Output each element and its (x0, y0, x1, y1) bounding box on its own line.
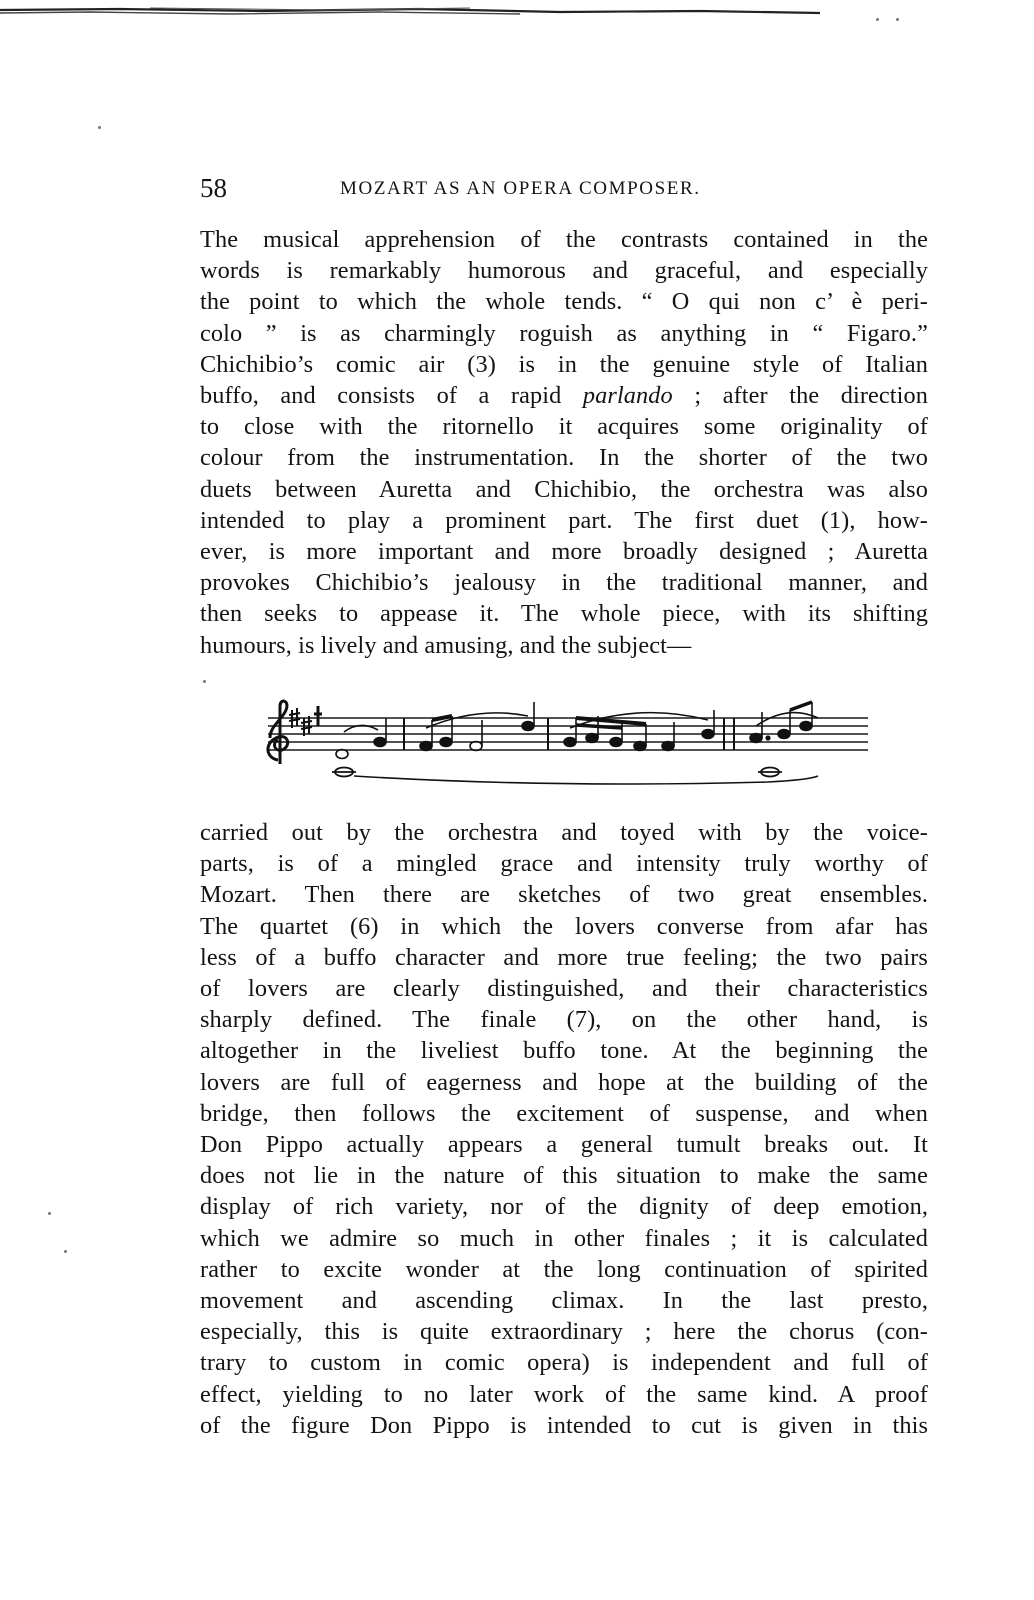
text-line: does not lie in the nature of this situation to make the same (200, 1162, 928, 1190)
text-line: sharply defined. The finale (7), on the other hand, is (200, 1006, 928, 1034)
text-line: effect, yielding to no later work of the same kind. A proof (200, 1380, 928, 1408)
page-header (200, 172, 928, 204)
text-line: display of rich variety, nor of the dignity of deep emotion, (200, 1193, 928, 1221)
text-line: then seeks to appease it. The whole piece, with its shifting (200, 600, 928, 628)
text-line: of the figure Don Pippo is intended to cut is given in this (200, 1411, 928, 1439)
text-line: colour from the instrumentation. In the shorter of the two (200, 444, 928, 472)
running-title: MOZART AS AN OPERA COMPOSER. (340, 178, 701, 199)
scan-speck (896, 18, 899, 21)
scan-edge-artifact (0, 6, 820, 16)
text-line: to close with the ritornello it acquires some originality of (200, 413, 928, 441)
text-line: especially, this is quite extraordinary ; here the chorus (con- (200, 1318, 928, 1346)
paragraph-2 (200, 817, 928, 1441)
bass-notes (332, 768, 782, 777)
text-line: less of a buffo character and more true feeling; the two pairs (200, 943, 928, 971)
text-line-with-italic (200, 380, 928, 411)
slurs (344, 713, 818, 784)
text-line: which we admire so much in other finales ; it is calculated (200, 1224, 928, 1252)
page-number: 58 (200, 173, 227, 203)
text-line: ever, is more important and more broadly designed ; Auretta (200, 538, 928, 566)
music-example (248, 688, 888, 798)
text-line: the point to which the whole tends. “ O qui non c’ è peri- (200, 288, 928, 316)
treble-clef-icon (268, 701, 288, 764)
text-line: carried out by the orchestra and toyed with by the voice- (200, 819, 928, 846)
scan-speck (98, 126, 101, 129)
text-line: humours, is lively and amusing, and the subject— (200, 631, 692, 659)
text-line: lovers are full of eagerness and hope at the building of the (200, 1068, 928, 1096)
scan-speck (876, 18, 879, 21)
time-signature (314, 706, 322, 726)
text-line: colo ” is as charmingly roguish as anything in “ Figaro.” (200, 319, 928, 347)
paragraph-1 (200, 224, 928, 661)
text-line: altogether in the liveliest buffo tone. At the beginning the (200, 1037, 928, 1065)
scan-speck (64, 1250, 67, 1253)
text-line: of lovers are clearly distinguished, and their characteristics (200, 975, 928, 1003)
text-line: The quartet (6) in which the lovers converse from afar has (200, 912, 928, 940)
text-line: movement and ascending climax. In the last presto, (200, 1287, 928, 1315)
italic-word-parlando: parlando (582, 382, 673, 410)
text-line: duets between Auretta and Chichibio, the orchestra was also (200, 475, 928, 503)
text-line: rather to excite wonder at the long continuation of spirited (200, 1255, 928, 1283)
text-line: intended to play a prominent part. The first duet (1), how- (200, 506, 928, 534)
text-line: The musical apprehension of the contrasts contained in the (200, 226, 928, 253)
text-line: Mozart. Then there are sketches of two great ensembles. (200, 881, 928, 909)
text-line: Chichibio’s comic air (3) is in the genuine style of Italian (200, 350, 928, 378)
scan-speck (203, 680, 206, 683)
scan-speck (48, 1212, 51, 1215)
text-line: words is remarkably humorous and graceful, and especially (200, 257, 928, 285)
text-fragment: buffo, and consists of a rapid (200, 382, 583, 410)
text-line: trary to custom in comic opera) is independent and full of (200, 1349, 928, 1377)
text-fragment: ; after the direction (672, 382, 928, 410)
text-line: provokes Chichibio’s jealousy in the traditional manner, and (200, 569, 928, 597)
text-line: bridge, then follows the excitement of suspense, and when (200, 1099, 928, 1127)
text-line: parts, is of a mingled grace and intensity truly worthy of (200, 850, 928, 878)
key-signature-sharps (289, 708, 312, 736)
text-line: Don Pippo actually appears a general tumult breaks out. It (200, 1131, 928, 1159)
